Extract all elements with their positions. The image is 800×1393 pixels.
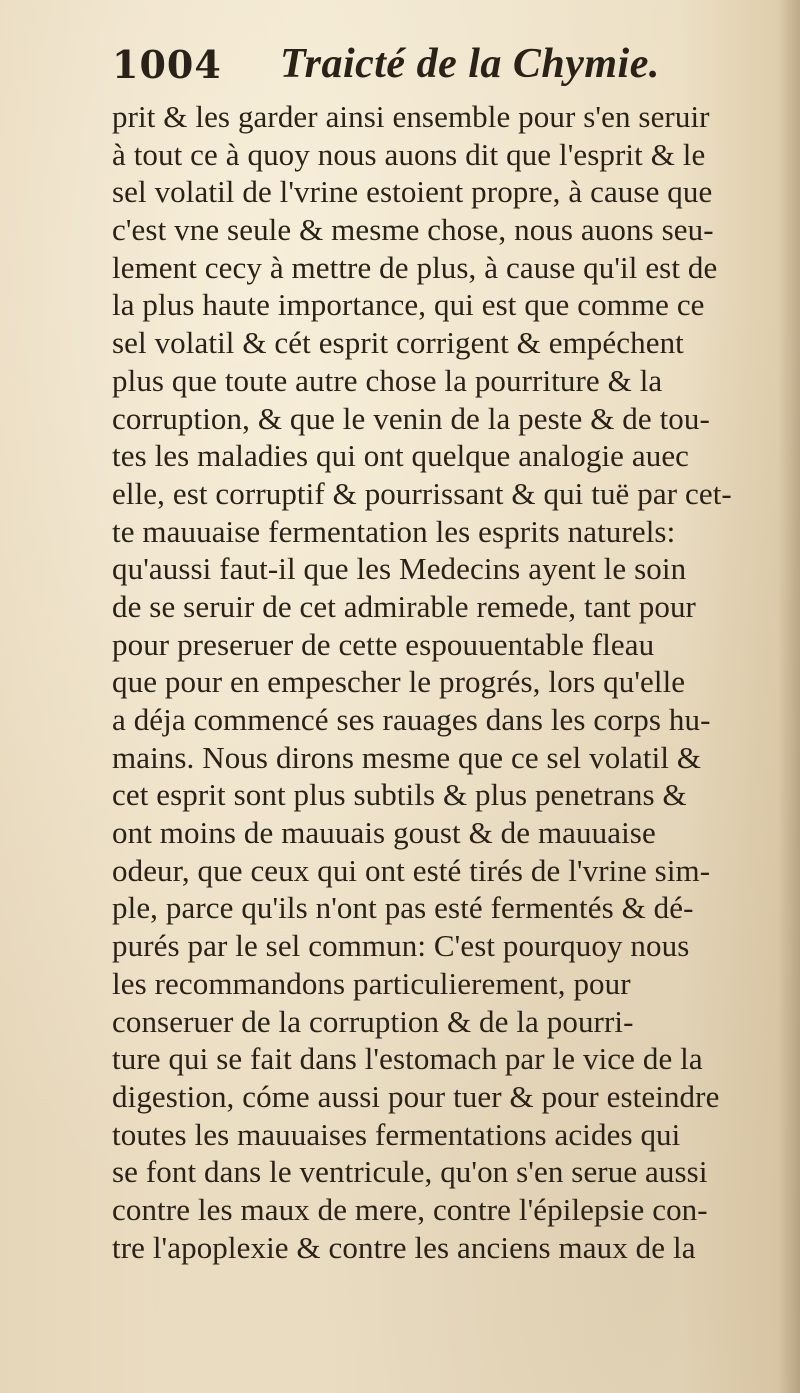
text-line: lement cecy à mettre de plus, à cause qu'il est de xyxy=(112,249,718,285)
text-line: se font dans le ventricule, qu'on s'en serue aussi xyxy=(112,1154,708,1190)
text-line: c'est vne seule & mesme chose, nous auons seu- xyxy=(112,212,714,248)
text-line: la plus haute importance, qui est que comme ce xyxy=(112,287,705,323)
text-line: cet esprit sont plus subtils & plus penetrans & xyxy=(112,777,687,813)
text-line: sel volatil & cét esprit corrigent & empéchent xyxy=(112,325,684,361)
text-line: pour preseruer de cette espouuentable fleau xyxy=(112,626,655,662)
text-line: prit & les garder ainsi ensemble pour s'en seruir xyxy=(112,99,710,134)
text-line: sel volatil de l'vrine estoient propre, à cause que xyxy=(112,174,713,210)
text-line: qu'aussi faut-il que les Medecins ayent le soin xyxy=(112,551,687,587)
text-line: ple, parce qu'ils n'ont pas esté fermentés & dé- xyxy=(112,890,694,926)
text-line: odeur, que ceux qui ont esté tirés de l'vrine sim- xyxy=(112,852,711,888)
text-line: mains. Nous dirons mesme que ce sel volatil & xyxy=(112,739,702,775)
text-line: te mauuaise fermentation les esprits naturels: xyxy=(112,513,676,549)
page-header xyxy=(112,40,772,90)
text-line: a déja commencé ses rauages dans les corps hu- xyxy=(112,702,711,737)
text-line: conseruer de la corruption & de la pourri- xyxy=(112,1003,634,1039)
page-number: 1004 xyxy=(112,42,222,87)
text-line: purés par le sel commun: C'est pourquoy nous xyxy=(112,928,690,964)
running-title: Traicté de la Chymie. xyxy=(280,41,660,87)
text-line: contre les maux de mere, contre l'épilepsie con- xyxy=(112,1191,708,1227)
text-line: elle, est corruptif & pourrissant & qui tuë par cet- xyxy=(112,475,732,511)
text-line: tre l'apoplexie & contre les anciens maux de la xyxy=(112,1229,696,1265)
text-line: que pour en empescher le progrés, lors qu'elle xyxy=(112,664,686,700)
text-line: ture qui se fait dans l'estomach par le vice de la xyxy=(112,1041,703,1077)
text-line: toutes les mauuaises fermentations acides qui xyxy=(112,1116,681,1152)
text-line: corruption, & que le venin de la peste & de tou- xyxy=(112,400,710,436)
text-line: à tout ce à quoy nous auons dit que l'esprit & le xyxy=(112,136,706,172)
text-line: plus que toute autre chose la pourriture & la xyxy=(112,362,663,398)
text-line: de se seruir de cet admirable remede, tant pour xyxy=(112,588,696,624)
text-line: tes les maladies qui ont quelque analogie auec xyxy=(112,438,690,474)
body-text xyxy=(112,98,798,1266)
text-line: digestion, cóme aussi pour tuer & pour esteindre xyxy=(112,1078,720,1114)
text-line: ont moins de mauuais goust & de mauuaise xyxy=(112,815,656,851)
text-line: les recommandons particulierement, pour xyxy=(112,965,631,1001)
